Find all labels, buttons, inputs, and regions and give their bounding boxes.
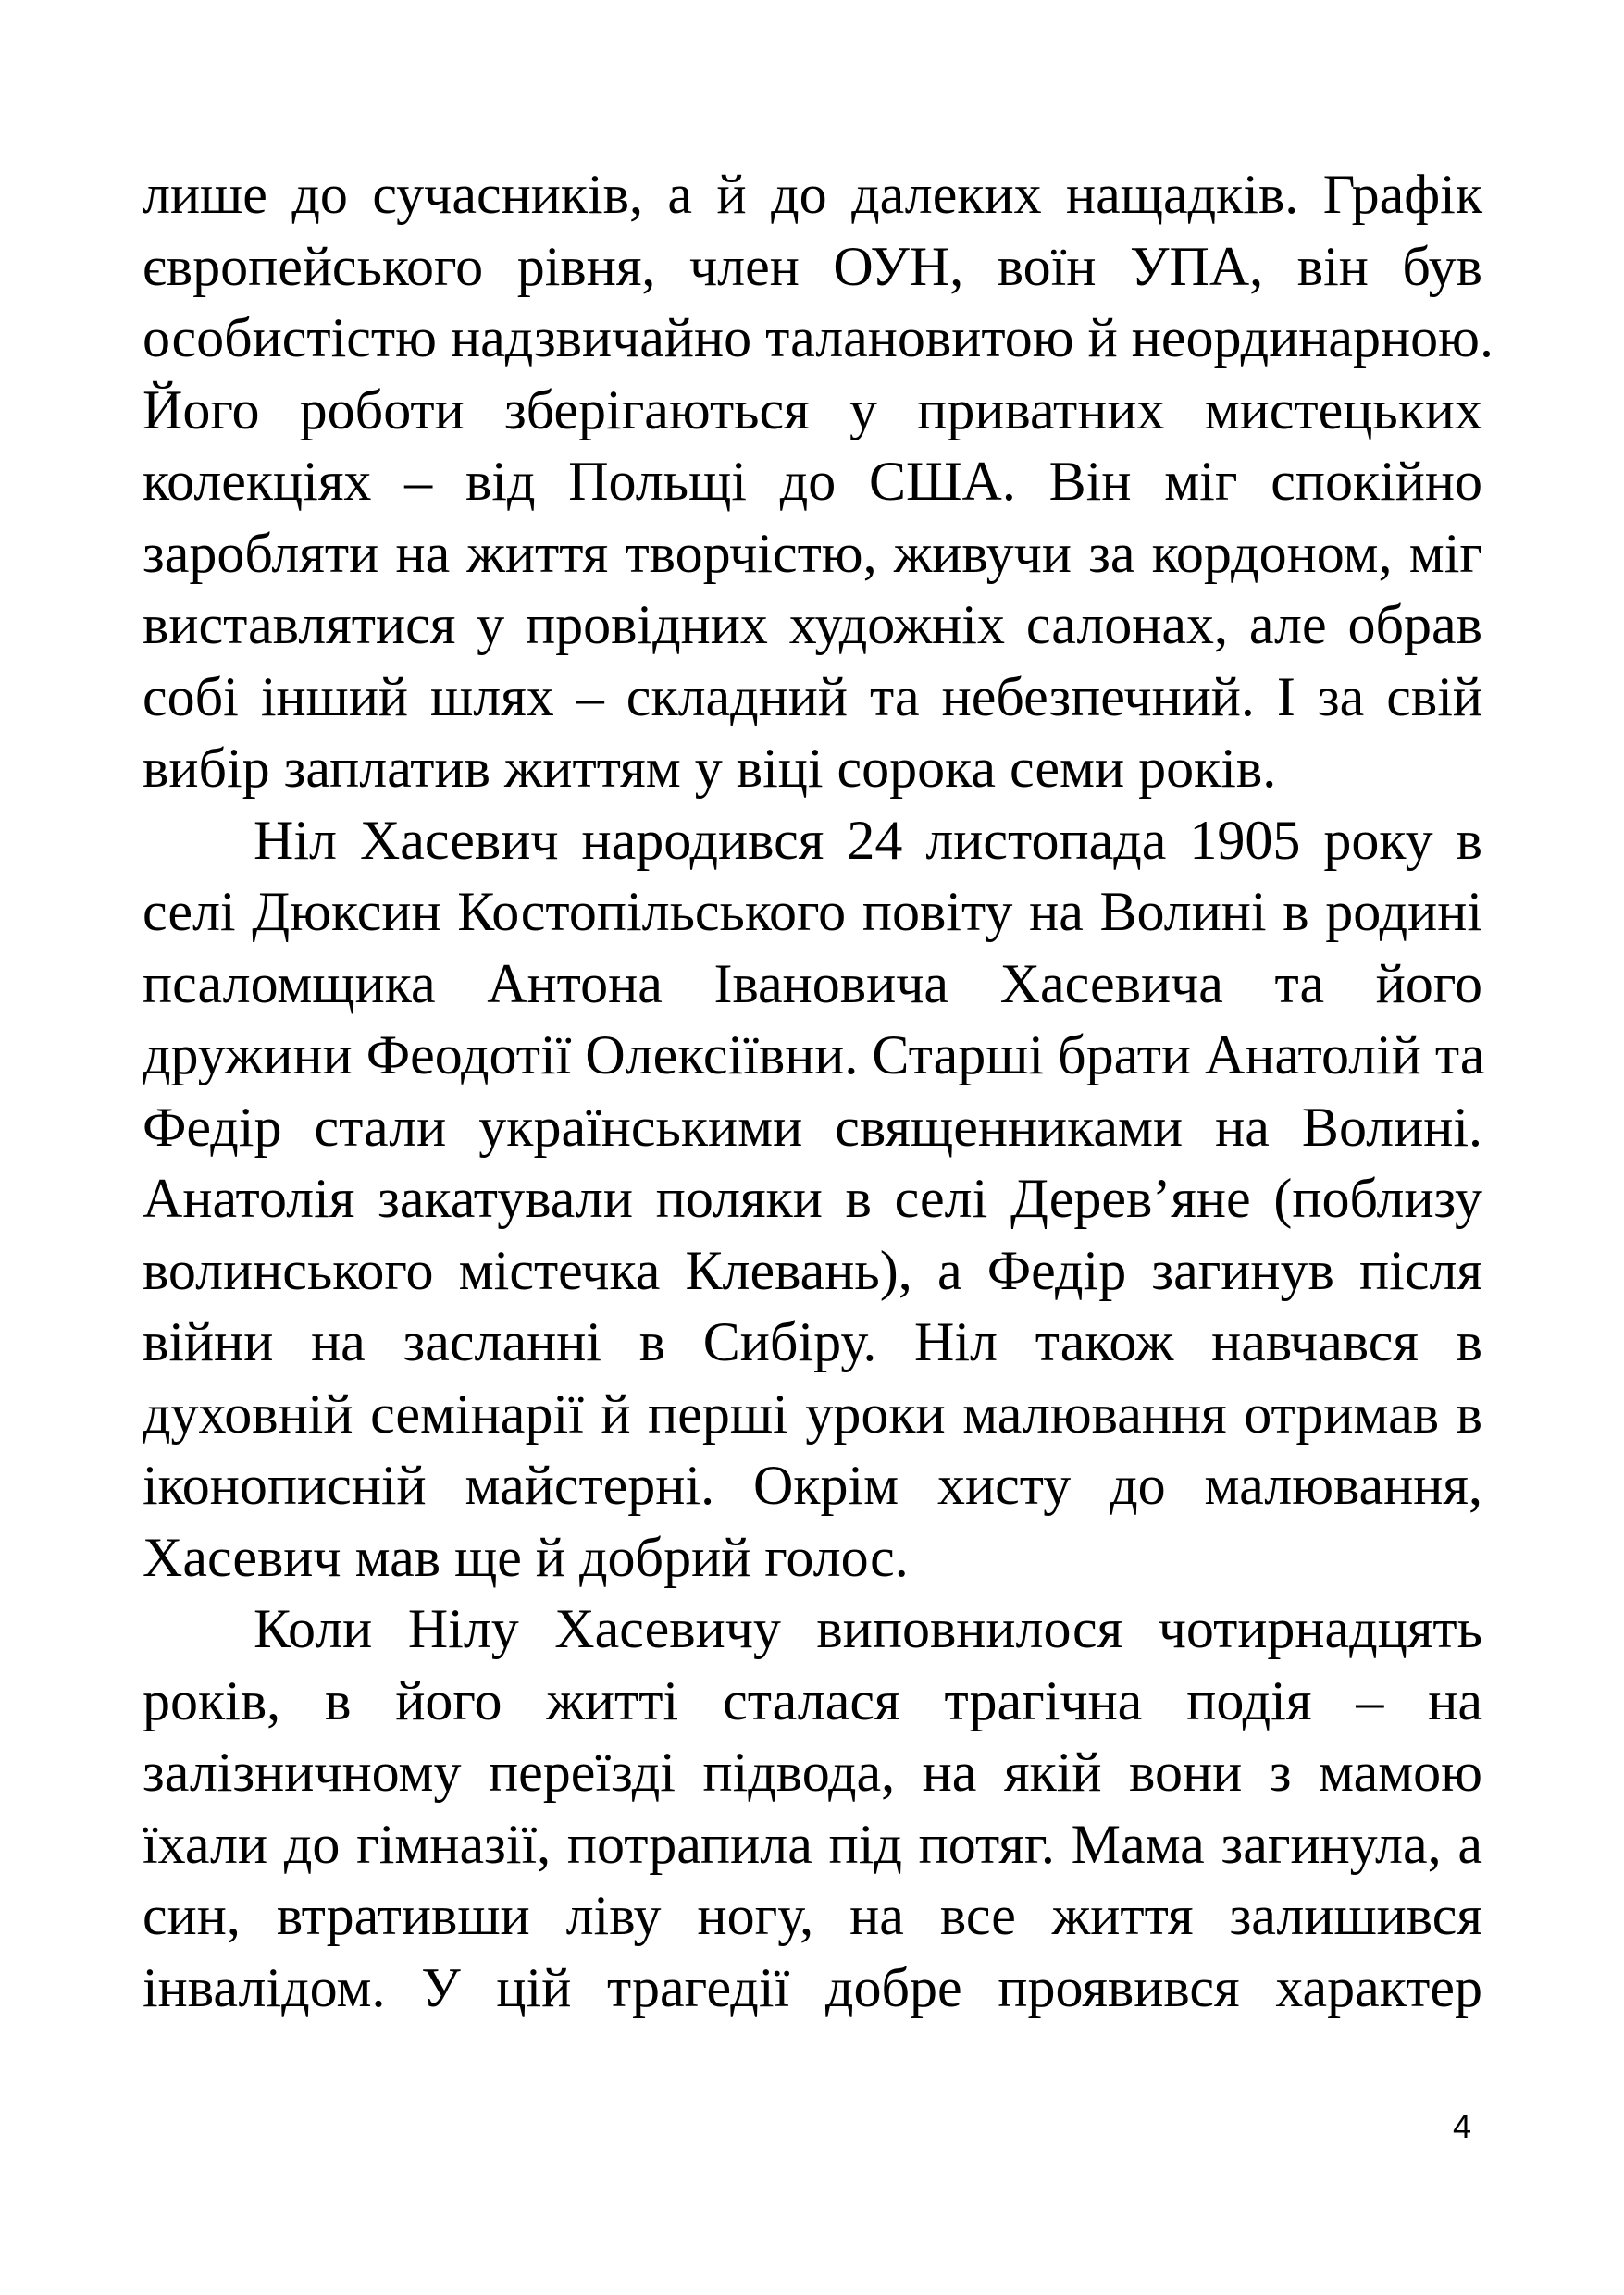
text-line: європейського рівня, член ОУН, воїн УПА, він був: [143, 235, 1482, 297]
page-body: [143, 159, 1494, 2024]
text-line: особистістю надзвичайно талановитою й неординарною.: [143, 307, 1494, 368]
text-line: інвалідом. У цій трагедії добре проявився характер: [143, 1956, 1482, 2018]
text-line: Ніл Хасевич народився 24 листопада 1905 року в: [254, 809, 1482, 871]
text-line: Анатолія закатували поляки в селі Дерев’яне (поблизу: [143, 1168, 1482, 1229]
text-line: іконописній майстерні. Окрім хисту до малювання,: [143, 1455, 1482, 1516]
text-line: заробляти на життя творчістю, живучи за кордоном, міг: [143, 522, 1482, 584]
text-line: лише до сучасників, а й до далеких нащадків. Графік: [143, 164, 1482, 225]
text-line: Коли Нілу Хасевичу виповнилося чотирнадцять: [254, 1598, 1482, 1659]
page-number: 4: [1453, 2107, 1472, 2145]
text-line: духовній семінарії й перші уроки малювання отримав в: [143, 1383, 1482, 1445]
text-line: колекціях – від Польщі до США. Він міг спокійно: [143, 451, 1482, 512]
paragraph-1: [143, 159, 1494, 805]
text-line: псаломщика Антона Івановича Хасевича та його: [143, 952, 1482, 1014]
text-line: років, в його житті сталася трагічна подія – на: [143, 1669, 1482, 1731]
text-line: вибір заплатив життям у віці сорока семи років.: [143, 738, 1277, 799]
text-line: війни на засланні в Сибіру. Ніл також навчався в: [143, 1311, 1482, 1372]
text-line: Хасевич мав ще й добрий голос.: [143, 1526, 909, 1588]
text-line: Його роботи зберігаються у приватних мистецьких: [143, 378, 1482, 440]
paragraph-2: [143, 805, 1485, 1594]
text-line: їхали до гімназії, потрапила під потяг. Мама загинула, а: [143, 1813, 1482, 1875]
text-line: син, втративши ліву ногу, на все життя залишився: [143, 1885, 1482, 1946]
text-line: виставлятися у провідних художніх салонах, але обрав: [143, 594, 1482, 655]
text-line: собі інший шлях – складний та небезпечний. І за свій: [143, 665, 1482, 727]
text-line: залізничному переїзді підвода, на якій вони з мамою: [143, 1742, 1482, 1803]
text-line: Федір стали українськими священниками на Волині.: [143, 1096, 1482, 1158]
text-line: дружини Феодотії Олексіївни. Старші брати Анатолій та: [143, 1024, 1485, 1085]
paragraph-3: [143, 1594, 1482, 2024]
text-line: волинського містечка Клевань), а Федір загинув після: [143, 1239, 1482, 1301]
text-line: селі Дюксин Костопільського повіту на Волині в родині: [143, 881, 1482, 942]
